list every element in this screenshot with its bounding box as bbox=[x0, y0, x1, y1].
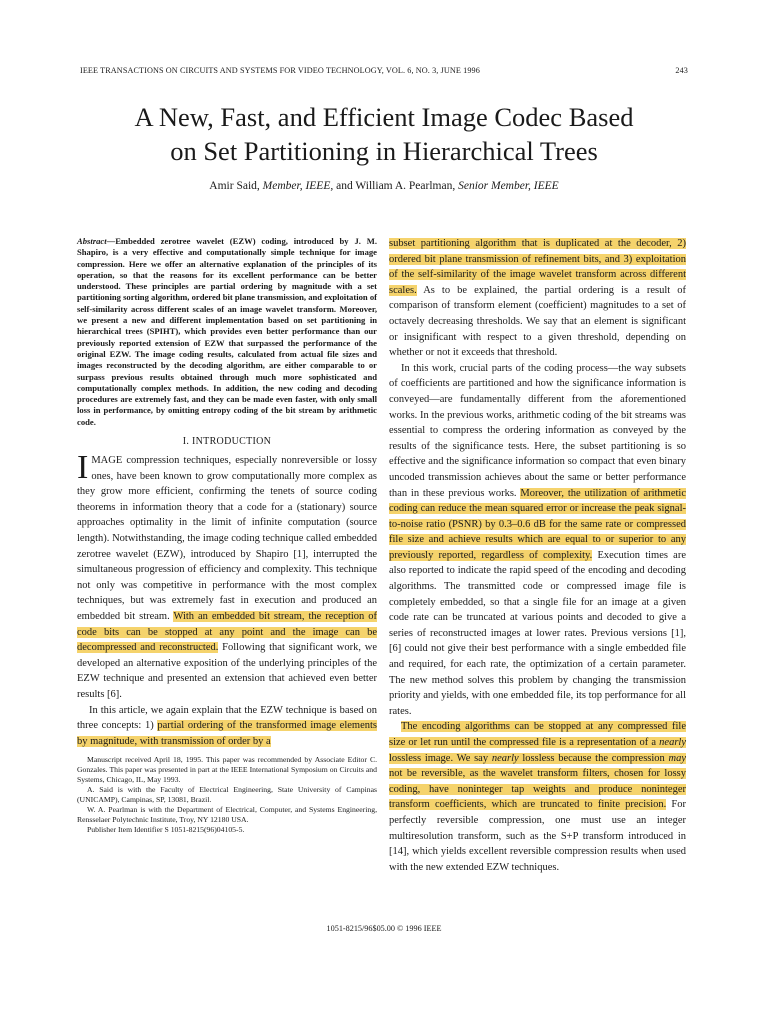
section-heading: I. INTRODUCTION bbox=[182, 436, 272, 448]
hl-text-b: lossless image. We say bbox=[389, 752, 489, 764]
title-line-1: A New, Fast, and Efficient Image Codec Based bbox=[134, 102, 634, 132]
right-p1-text: As to be explained, the partial ordering is a result of comparison of transform element (coefficient) magnitudes to a set of octavely decreasing thresholds. We say that an element is significant or insignificant with respect to a given threshold, depending on whether or not it exceeds that threshold. bbox=[389, 284, 686, 359]
copyright-footer: 1051-8215/96$05.00 © 1996 IEEE bbox=[326, 924, 442, 933]
intro-paragraph-1 bbox=[77, 449, 377, 703]
hl-text-c: lossless because the compression bbox=[522, 752, 665, 764]
footnote-said: A. Said is with the Faculty of Electrical Engineering, State University of Campinas (UNICAMP), Campinas, SP, 13081, Brazil. bbox=[77, 785, 377, 805]
highlight-encoding-stop bbox=[389, 721, 686, 810]
abstract bbox=[77, 236, 377, 428]
hl-text-d: not be reversible, as the wavelet transform filters, chosen for lossy coding, have noninteger tap weights and produce noninteger transform coefficients, which are truncated to finite precision. bbox=[389, 768, 686, 811]
hl-em-nearly-2: nearly bbox=[491, 752, 519, 764]
hl-text-a: The encoding algorithms can be stopped at any compressed file size or let run until the compressed file is a representation of a bbox=[389, 721, 686, 748]
footnote-manuscript: Manuscript received April 18, 1995. This paper was recommended by Associate Editor C. Gonzales. This paper was presented in part at the IEEE International Symposium on Circuits and Systems, Chicago, IL, May 1993. bbox=[77, 755, 377, 785]
hl-em-nearly-1: nearly bbox=[659, 737, 686, 748]
intro-p1-text-end: Following that significant work, we developed an alternative exposition of the underlying principles of the EZW technique and presented an extension that achieved even better results [6]. bbox=[77, 642, 377, 700]
footnote-publisher-id: Publisher Item Identifier S 1051-8215(96)04105-5. bbox=[87, 825, 245, 835]
author-1-role: Member, IEEE, bbox=[262, 180, 334, 192]
author-2: William A. Pearlman, bbox=[355, 180, 456, 192]
author-2-role: Senior Member, IEEE bbox=[458, 180, 559, 192]
right-paragraph-1 bbox=[389, 236, 686, 361]
author-1: Amir Said, bbox=[209, 180, 260, 192]
intro-p2-text: In this article, we again explain that the EZW technique is based on three concepts: 1) bbox=[77, 704, 377, 732]
drop-cap: I bbox=[77, 449, 89, 487]
page-number: 243 bbox=[675, 66, 688, 75]
paper-title bbox=[60, 100, 708, 168]
abstract-text: Embedded zerotree wavelet (EZW) coding, introduced by J. M. Shapiro, is a very effective and computationally simple technique for image compression. Here we offer an alternative explanation of the principles of its operation, so that the reasons for its excellent performance can be better understood. These principles are partial ordering by magnitude with a set partitioning sorting algorithm, ordered bit plane transmission, and exploitation of self-similarity across different scales of an image wavelet transform. Moreover, we present a new and different implementation based on set partitioning in hierarchical trees (SPIHT), which provides even better performance than our previously reported extension of EZW that surpassed the performance of the original EZW. The image coding results, calculated from actual file sizes and images reconstructed by the decoding algorithm, are either comparable to or surpass previous results obtained through much more sophisticated and computationally complex methods. In addition, the new coding and decoding procedures are extremely fast, and they can be made even faster, with only small loss in performance, by omitting entropy coding of the bit stream by arithmetic code. bbox=[77, 236, 377, 427]
highlight-arithmetic-coding: Moreover, the utilization of arithmetic coding can reduce the mean squared error or increase the peak signal-to-noise ratio (PSNR) by 0.3–0.6 dB for the same rate or compressed file size and achieve results which are equal to or superior to any previously reported, regardless of complexity. bbox=[389, 487, 686, 561]
highlight-embedded-bitstream: With an embedded bit stream, the reception of code bits can be stopped at any point and the image can be decompressed and reconstructed. bbox=[77, 610, 377, 654]
right-column bbox=[389, 236, 686, 875]
intro-paragraph-2 bbox=[77, 703, 377, 750]
highlight-partial-ordering: partial ordering of the transformed image elements by magnitude, with transmission of order by a bbox=[77, 720, 378, 747]
running-header bbox=[80, 66, 688, 75]
right-paragraph-2 bbox=[389, 361, 686, 720]
abstract-lead: Abstract— bbox=[77, 236, 116, 246]
right-p2-text: In this work, crucial parts of the coding process—the way subsets of coefficients are partitioned and how the significance information is conveyed—are fundamentally different from the aforementioned works. In the previous works, arithmetic coding of the bit streams was essential to compress the ordering information as conveyed by the results of the significance tests. Here, the subset partitioning is so effective and the significance information so compact that even binary uncoded transmission achieves about the same or better performance than in these previous works. bbox=[389, 362, 686, 499]
footnotes bbox=[77, 755, 377, 835]
right-paragraph-3 bbox=[389, 719, 686, 875]
author-joiner: and bbox=[336, 180, 353, 192]
intro-p1-text: MAGE compression techniques, especially nonreversible or lossy ones, have been known to grow computationally more complex as they grow more efficient, confirming the tenets of source coding theorems in information theory that a code for a (stationary) source approaches optimality in the limit of infinite computation (source length). Notwithstanding, the image coding technique called embedded zerotree wavelet (EZW), introduced by Shapiro [1], interrupted the simultaneous progression of efficiency and complexity. This technique not only was competitive in performance with the most complex techniques, but was extremely fast in execution and produced an embedded bit stream. bbox=[77, 455, 377, 622]
right-p3-text-end: For perfectly reversible compression, one must use an integer multiresolution transform, such as the S+P transform introduced in [14], which yields excellent reversible compression results when used with the new extended EZW techniques. bbox=[389, 799, 686, 873]
title-line-2: on Set Partitioning in Hierarchical Trees bbox=[170, 136, 598, 166]
highlight-subset-partitioning: subset partitioning algorithm that is duplicated at the decoder, 2) ordered bit plane transmission of refinement bits, and 3) exploitation of the self-similarity of the image wavelet transform across different scales. bbox=[389, 238, 686, 296]
left-column bbox=[77, 236, 377, 835]
hl-em-may: may bbox=[668, 752, 687, 764]
right-p2-text-end: Execution times are also reported to indicate the rapid speed of the encoding and decoding algorithms. The transmitted code or compressed image file is completely embedded, so that a single file for an image at a given code rate can be truncated at various points and decoded to give a series of reconstructed images at lower rates. Previous versions [1], [6] could not give their best performance with a single embedded file and required, for each rate, the optimization of a certain parameter. The new method solves this problem by changing the transmission priority and yields, with one embedded file, its top performance for all rates. bbox=[389, 549, 686, 717]
footnote-pearlman: W. A. Pearlman is with the Department of Electrical, Computer, and Systems Engineering, Rensselaer Polytechnic Institute, Troy, NY 12180 USA. bbox=[77, 805, 377, 825]
author-line bbox=[60, 180, 708, 192]
journal-name: IEEE TRANSACTIONS ON CIRCUITS AND SYSTEMS FOR VIDEO TECHNOLOGY, VOL. 6, NO. 3, JUNE 1996 bbox=[80, 66, 480, 75]
